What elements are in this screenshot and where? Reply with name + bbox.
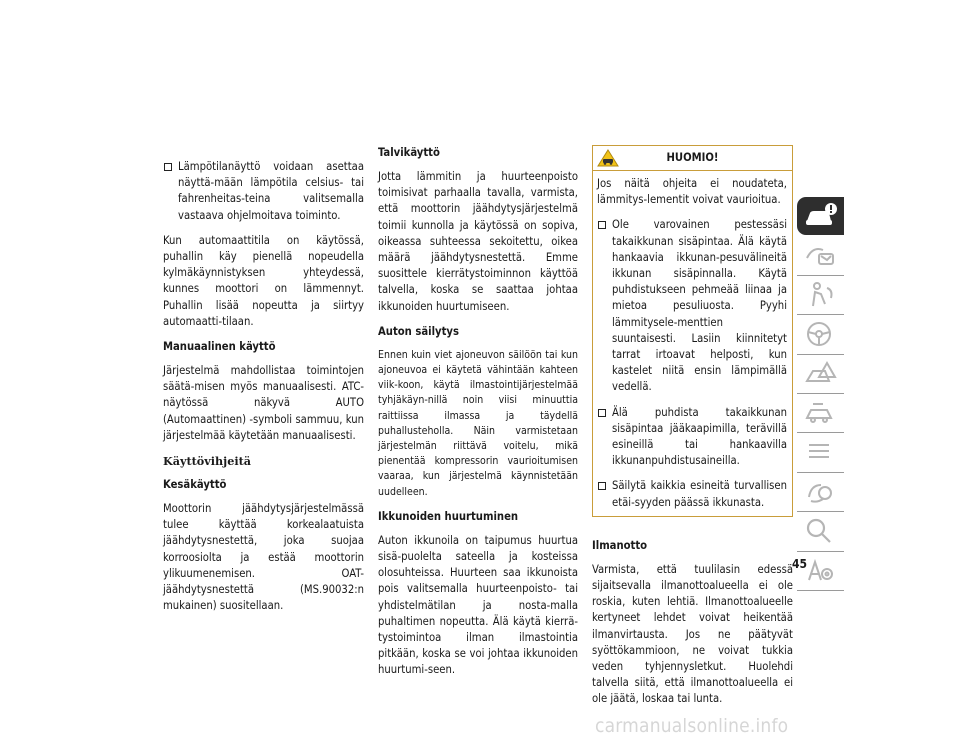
bullet-text: Älä puhdista takaikkunan sisäpintaa jääkaapimilla, terävillä esineillä tai hankaavilla ikkunanpuhdistusaineilla. <box>612 405 787 468</box>
index-search-icon <box>803 516 839 546</box>
car-info-icon <box>803 201 839 231</box>
paragraph-air-intake: Varmista, että tuulilasin edessä sijaitsevalla ilmanottoalueella ei ole roskia, kuten lehtiä. Ilmanottoalueelle kertyneet lehdet voivat heikentää ilmanvirtausta. Jos ne päätyvät syöttökammioon, ne voivat tukkia veden tyhjennysletkut. Huolehdi talvella siitä, että ilmanottoalueella ei ole jäätä, loskaa tai lunta. <box>592 562 793 706</box>
paragraph-auto-mode: Kun automaattitila on käytössä, puhallin käy pienellä nopeudella kylmäkäynnistyksen yhteydessä, kunnes moottori on lämmennyt. Puhallin lisää nopeutta ja siirtyy automaatti-tilaan. <box>163 233 364 328</box>
tab-index[interactable] <box>797 512 844 551</box>
tab-service[interactable] <box>797 394 844 433</box>
paragraph-storage: Ennen kuin viet ajoneuvon säilöön tai kun ajoneuvoa ei käytetä vähintään kahteen viik-koon, käytä ilmastointijärjestelmää tyhjäkäyn-nillä noin viisi minuuttia raittiissa ilmassa ja täydellä puhallusteholla. Näin varmistetaan järjestelmän riittävä voitelu, mikä pienentää kompressorin vaurioitumisen vaaraa, kun järjestelmä käynnistetään uudelleen. <box>378 348 578 498</box>
bullet-text: Ole varovainen pestessäsi takaikkunan sisäpintaa. Älä käytä hankaavia ikkunan-pesuvälineitä ikkunan sisäpinnalla. Käytä puhdistukseen pehmeää liinaa ja mietoa pesuliuosta. Pyyhi lämmitysele-menttien suuntaisesti. Lasiin kiinnitetyt tarrat irtoavat helposti, kun kastelet niitä ensin lämpimällä vedellä. <box>612 218 787 394</box>
technical-data-icon <box>803 437 839 467</box>
list-item <box>163 159 364 224</box>
list-item <box>597 217 787 395</box>
tab-dashboard[interactable] <box>797 236 844 275</box>
paragraph-summer-use: Moottorin jäähdytysjärjestelmässä tulee käyttää korkealaatuista jäähdytysnestettä, joka suojaa korroosiolta ja estää moottorin ylikuumenemisen. OAT-jäähdytysnestettä (MS.90032:n mukainen) suositellaan. <box>163 502 364 613</box>
audio-icon <box>803 477 839 507</box>
heading-manual-use: Manuaalinen käyttö <box>163 340 276 354</box>
bullet-box-icon <box>598 482 606 490</box>
warning-intro: Jos näitä ohjeita ei noudateta, lämmitys-lementit voivat vaurioitua. <box>597 177 787 207</box>
heading-window-fogging: Ikkunoiden huurtuminen <box>378 509 519 523</box>
heading-winter-use: Talvikäyttö <box>378 146 440 159</box>
warning-title: HUOMIO! <box>666 151 719 164</box>
bullet-box-icon <box>598 221 606 229</box>
paragraph-window-fogging: Auton ikkunoila on taipumus huurtua sisä-puolelta sateella ja kosteissa olosuhteissa. Huurteen saa ikkunoista pois valitsemalla huurteenpoisto- tai yhdistelmätilan ja nosta-malla puhaltimen nopeutta. Älä käytä kierrä-tystoimintoa ilman ilmastointia pitkään, koska se voi johtaa ikkunoiden huurtumi-seen. <box>378 533 578 677</box>
chapter-tabs <box>797 197 844 591</box>
tab-safety[interactable] <box>797 276 844 315</box>
airbag-seat-icon <box>803 280 839 310</box>
bullet-text: Lämpötilanäyttö voidaan asettaa näyttä-mään lämpötila celsius- tai fahrenheitas-teina valitsemalla vastaava ohjelmoitava toiminto. <box>178 160 364 222</box>
page-number: 45 <box>792 557 808 571</box>
warning-crash-icon <box>803 359 839 389</box>
warning-body <box>593 171 792 516</box>
dashboard-icon <box>803 240 839 270</box>
tab-driving[interactable] <box>797 315 844 354</box>
heading-storage: Auton säilytys <box>378 324 459 338</box>
column-middle <box>378 145 578 679</box>
car-service-icon <box>803 398 839 428</box>
warning-header <box>593 146 792 171</box>
bullet-text: Säilytä kaikkia esineitä turvallisen etäi-syyden päässä ikkunasta. <box>612 479 787 509</box>
bullet-box-icon <box>598 409 606 417</box>
heading-air-intake: Ilmanotto <box>592 538 648 552</box>
list-item <box>597 405 787 470</box>
column-left <box>163 159 364 614</box>
watermark: carmanualsonline.info <box>595 715 789 737</box>
bullet-box-icon <box>164 163 172 171</box>
list-item <box>597 478 787 510</box>
heading-summer-use: Kesäkäyttö <box>163 478 227 492</box>
paragraph-manual-use: Järjestelmä mahdollistaa toimintojen säätä-misen myös manuaalisesti. ATC-näytössä näkyvä AUTO (Automaattinen) -symboli sammuu, kun järjestelmää käytetään manuaalisesti. <box>163 364 364 442</box>
tab-technical-data[interactable] <box>797 433 844 472</box>
tab-car-info[interactable] <box>797 197 844 235</box>
heading-usage-tips: Käyttövihjeitä <box>163 454 251 469</box>
column-right <box>592 145 793 708</box>
warning-box <box>592 145 793 517</box>
language-icon <box>803 556 839 586</box>
steering-wheel-icon <box>803 319 839 349</box>
tab-multimedia[interactable] <box>797 473 844 512</box>
paragraph-winter-use: Jotta lämmitin ja huurteenpoisto toimisivat parhaalla tavalla, varmista, että moottorin jäähdytysjärjestelmä toimii kunnolla ja käytössä on sopiva, oikeassa suhteessa sekoitettu, oikea määrä jäähdytysnestettä. Emme suosittele kierrätystoiminnon käyttöä talvella, koska se saattaa johtaa ikkunoiden huurtumiseen. <box>378 170 578 313</box>
tab-emergency[interactable] <box>797 355 844 394</box>
